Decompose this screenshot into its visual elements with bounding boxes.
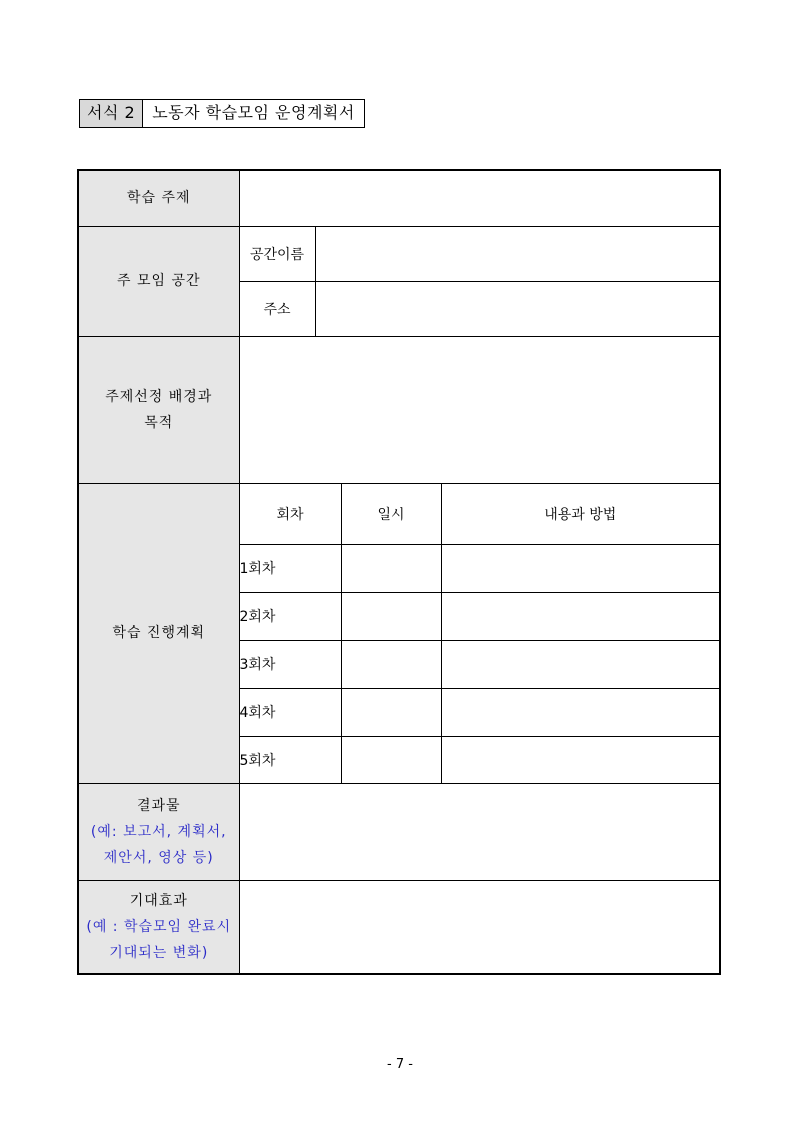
session-label: 5회차 <box>239 736 341 783</box>
session-datetime-cell[interactable] <box>341 736 441 783</box>
topic-label: 학습 주제 <box>78 170 239 226</box>
space-address-label: 주소 <box>239 281 315 336</box>
results-example-line2: 제안서, 영상 등) <box>103 849 214 866</box>
session-content-cell[interactable] <box>441 592 720 640</box>
space-label: 주 모임 공간 <box>78 226 239 336</box>
col-session: 회차 <box>239 483 341 544</box>
session-content-cell[interactable] <box>441 736 720 783</box>
session-label: 3회차 <box>239 640 341 688</box>
background-row <box>78 336 720 483</box>
session-datetime-cell[interactable] <box>341 592 441 640</box>
form-label <box>79 99 365 128</box>
session-datetime-cell[interactable] <box>341 544 441 592</box>
page-number: - 7 - <box>387 1057 413 1072</box>
form-title: 노동자 학습모임 운영계획서 <box>152 103 355 122</box>
effects-input-cell[interactable] <box>239 880 720 974</box>
results-label-cell <box>78 783 239 880</box>
session-datetime-cell[interactable] <box>341 688 441 736</box>
effects-row <box>78 880 720 974</box>
results-input-cell[interactable] <box>239 783 720 880</box>
session-content-cell[interactable] <box>441 640 720 688</box>
effects-example-line1: (예 : 학습모임 완료시 <box>86 918 232 935</box>
session-content-cell[interactable] <box>441 544 720 592</box>
background-input-cell[interactable] <box>239 336 720 483</box>
plan-form-table <box>77 169 721 975</box>
topic-row <box>78 170 720 226</box>
col-content-method: 내용과 방법 <box>441 483 720 544</box>
background-label-line1: 주제선정 배경과 <box>105 388 213 405</box>
session-label: 2회차 <box>239 592 341 640</box>
topic-input-cell[interactable] <box>239 170 720 226</box>
session-content-cell[interactable] <box>441 688 720 736</box>
plan-label: 학습 진행계획 <box>78 483 239 783</box>
plan-header-row <box>78 483 720 544</box>
results-example-line1: (예: 보고서, 계획서, <box>90 823 227 840</box>
background-label-line2: 목적 <box>144 414 174 431</box>
session-datetime-cell[interactable] <box>341 640 441 688</box>
space-name-label: 공간이름 <box>239 226 315 281</box>
effects-label: 기대효과 <box>129 892 188 909</box>
session-label: 1회차 <box>239 544 341 592</box>
background-label <box>78 336 239 483</box>
space-name-input-cell[interactable] <box>315 226 720 281</box>
effects-label-cell <box>78 880 239 974</box>
form-code: 서식 2 <box>80 100 143 127</box>
session-label: 4회차 <box>239 688 341 736</box>
effects-example-line2: 기대되는 변화) <box>109 944 209 961</box>
results-label: 결과물 <box>136 797 181 814</box>
col-datetime: 일시 <box>341 483 441 544</box>
space-address-input-cell[interactable] <box>315 281 720 336</box>
space-name-row <box>78 226 720 281</box>
results-row <box>78 783 720 880</box>
